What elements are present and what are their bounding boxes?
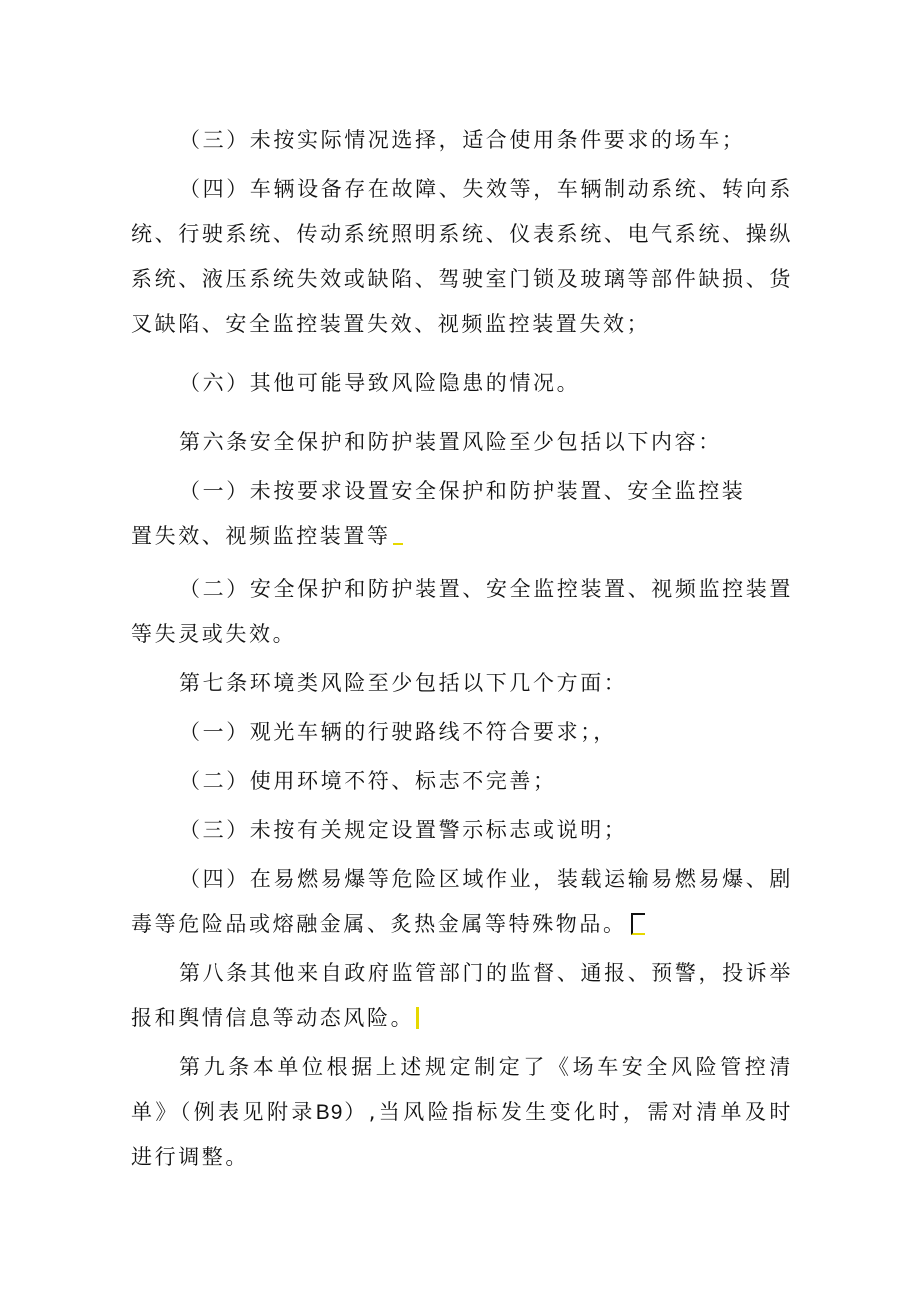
article-6-heading: 第六条安全保护和防护装置风险至少包括以下内容： [179, 430, 722, 454]
article-9-text-a: 第九条本单位根据上述规定制定了《场车安全风险管控清单》（例表见附录 [131, 1055, 793, 1124]
article-6-item-1-line1: （一）未按要求设置安全保护和防护装置、安全监控装 [179, 479, 746, 503]
document-body [131, 118, 793, 1180]
article-8 [131, 951, 793, 1041]
article-8-text: 第八条其他来自政府监管部门的监督、通报、预警，投诉举报和舆情信息等动态风险。 [131, 961, 793, 1030]
article-7-heading: 第七条环境类风险至少包括以下几个方面： [179, 671, 628, 695]
article-7-item-1: （一）观光车辆的行驶路线不符合要求；， [179, 720, 617, 744]
paragraph-item-6: （六）其他可能导致风险隐患的情况。 [179, 371, 581, 395]
article-6-item-1-line2 [131, 514, 793, 559]
article-6-item-2: （二）安全保护和防护装置、安全监控装置、视频监控装置等失灵或失效。 [131, 577, 793, 646]
appendix-ref: B9 [315, 1101, 344, 1124]
article-7-item-2: （二）使用环境不符、标志不完善； [179, 769, 557, 793]
paragraph-item-4: （四）车辆设备存在故障、失效等，车辆制动系统、转向系统、行驶系统、传动系统照明系统、仪表系统、电气系统、操纵系统、液压系统失效或缺陷、驾驶室门锁及玻璃等部件缺损、货叉缺陷、安全监控装置失效、视频监控装置失效； [131, 177, 793, 336]
article-7-item-4 [131, 857, 793, 947]
article-9 [131, 1045, 793, 1180]
article-6-item-1-text: 置失效、视频监控装置等 [131, 524, 391, 548]
paragraph-item-3: （三）未按实际情况选择，适合使用条件要求的场车； [179, 128, 746, 152]
edit-bar-mark [416, 1007, 419, 1029]
edit-underline-mark [393, 525, 403, 545]
edit-bracket-mark [631, 913, 645, 935]
article-7-item-3: （三）未按有关规定设置警示标志或说明； [179, 818, 628, 842]
article-7-item-4-text: （四）在易燃易爆等危险区域作业，装载运输易燃易爆、剧毒等危险品或熔融金属、炙热金属等特殊物品。 [131, 867, 793, 936]
article-9-text-b: ）,当风险指标发生变化时，需对清单及时进行调整。 [131, 1100, 793, 1169]
